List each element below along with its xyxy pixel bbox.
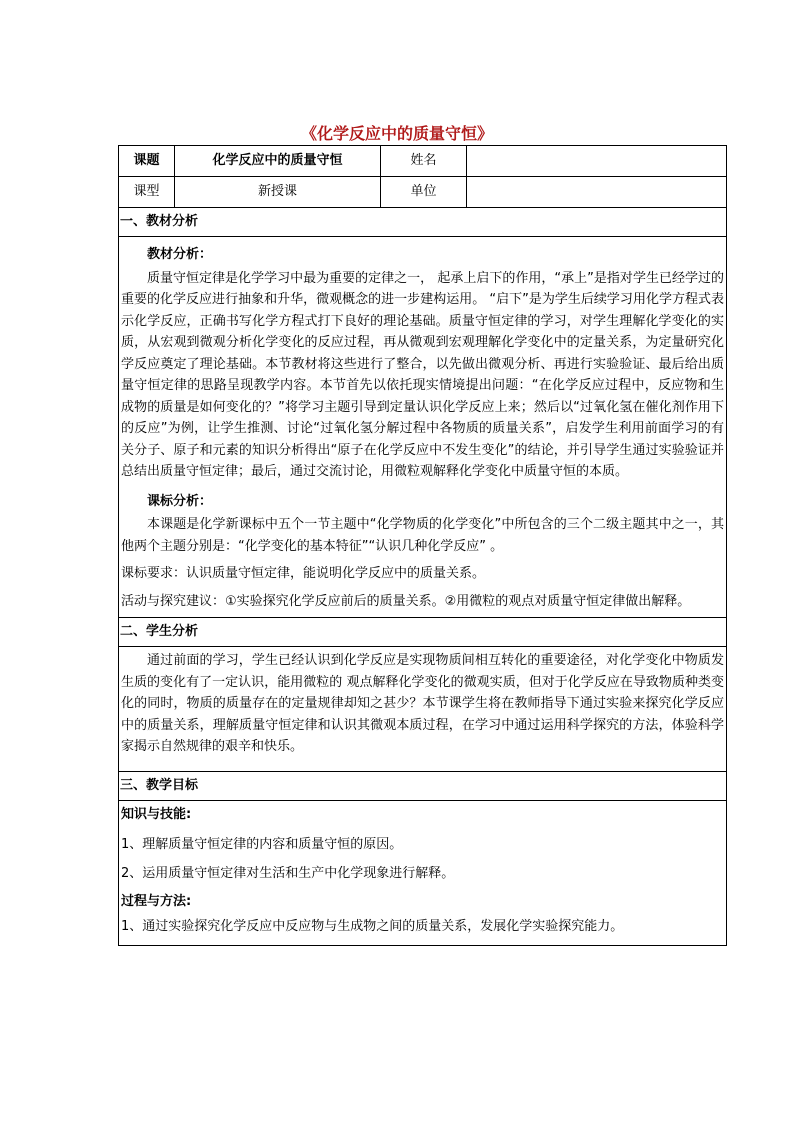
- standard-paragraph: 本课题是化学新课标中五个一节主题中“化学物质的化学变化”中所包含的三个二级主题其中之一，其他两个主题分别是：“化学变化的基本特征”“认识几种化学反应” 。: [121, 517, 724, 554]
- knowledge-cell: [119, 801, 727, 946]
- process-heading: 过程与方法:: [121, 893, 192, 909]
- unit-value: [467, 177, 727, 208]
- name-value: [467, 146, 727, 177]
- section-heading-textbook: 一、教材分析: [119, 208, 727, 237]
- process-item-1: 1、通过实验探究化学反应中反应物与生成物之间的质量关系，发展化学实验探究能力。: [121, 919, 624, 934]
- topic-label: 课题: [119, 146, 175, 177]
- document-title: 《化学反应中的质量守恒》: [300, 124, 493, 143]
- textbook-paragraph: 质量守恒定律是化学学习中最为重要的定律之一， 起承上启下的作用，“承上”是指对学生已经学过的重要的化学反应进行抽象和升华，微观概念的进一步建构运用。 “启下”是为学生后续学习用化学方程式表示化学反应，正确书写化学方程式打下良好的理论基础。质量守恒定律的学习，对学生理解化学变化的实质，从宏观到微观分析化学变化的反应过程，再从微观到宏观理解化学变化中的定量关系，为定量研究化学反应奠定了理论基础。本节教材将这些进行了整合，以先做出微观分析、再进行实验验证、最后给出质量守恒定律的思路呈现教学内容。本节首先以依托现实情境提出问题：“在化学反应过程中，反应物和生成物的质量是如何变化的？”将学习主题引导到定量认识化学反应上来；然后以“过氧化氢在催化剂作用下的反应”为例，让学生推测、讨论“过氧化氢分解过程中各物质的质量关系”，启发学生利用前面学习的有关分子、原子和元素的知识分析得出“原子在化学反应中不发生变化”的结论，并引导学生通过实验验证并总结出质量守恒定律；最后，通过交流讨论，用微粒观解释化学变化中质量守恒的本质。: [121, 270, 724, 479]
- knowledge-item-1: 1、理解质量守恒定律的内容和质量守恒的原因。: [121, 836, 403, 852]
- type-value: 新授课: [175, 177, 381, 208]
- unit-label: 单位: [381, 177, 467, 208]
- name-label: 姓名: [381, 146, 467, 177]
- header-row-type: [119, 177, 727, 208]
- student-paragraph: 通过前面的学习，学生已经认识到化学反应是实现物质间相互转化的重要途径，对化学变化中物质发生质的变化有了一定认识，能用微粒的 观点解释化学变化的微观实质，但对于化学反应在导致物质种类变化的同时，物质的质量存在的定量规律却知之甚少？本节课学生将在教师指导下通过实验来探究化学反应中的质量关系，理解质量守恒定律和认识其微观本质过程，在学习中通过运用科学探究的方法，体验科学家揭示自然规律的艰辛和快乐。: [121, 653, 724, 754]
- type-label: 课型: [119, 177, 175, 208]
- knowledge-item-2: 2、运用质量守恒定律对生活和生产中化学现象进行解释。: [121, 866, 455, 881]
- knowledge-heading: 知识与技能:: [121, 807, 192, 822]
- header-row-topic: [119, 146, 727, 177]
- lesson-plan-table: [118, 145, 726, 946]
- textbook-subheading: 教材分析：: [147, 247, 213, 262]
- topic-value: 化学反应中的质量守恒: [175, 146, 381, 177]
- section-heading-students: 二、学生分析: [119, 618, 727, 647]
- standard-subheading: 课标分析：: [147, 493, 213, 509]
- activity-suggestion: 活动与探究建议：①实验探究化学反应前后的质量关系。②用微粒的观点对质量守恒定律做出解释。: [121, 593, 691, 609]
- textbook-analysis-cell: [119, 237, 727, 618]
- section-heading-objectives: 三、教学目标: [119, 772, 727, 801]
- standard-requirement: 课标要求：认识质量守恒定律，能说明化学反应中的质量关系。: [121, 566, 486, 581]
- student-analysis-cell: [119, 647, 727, 772]
